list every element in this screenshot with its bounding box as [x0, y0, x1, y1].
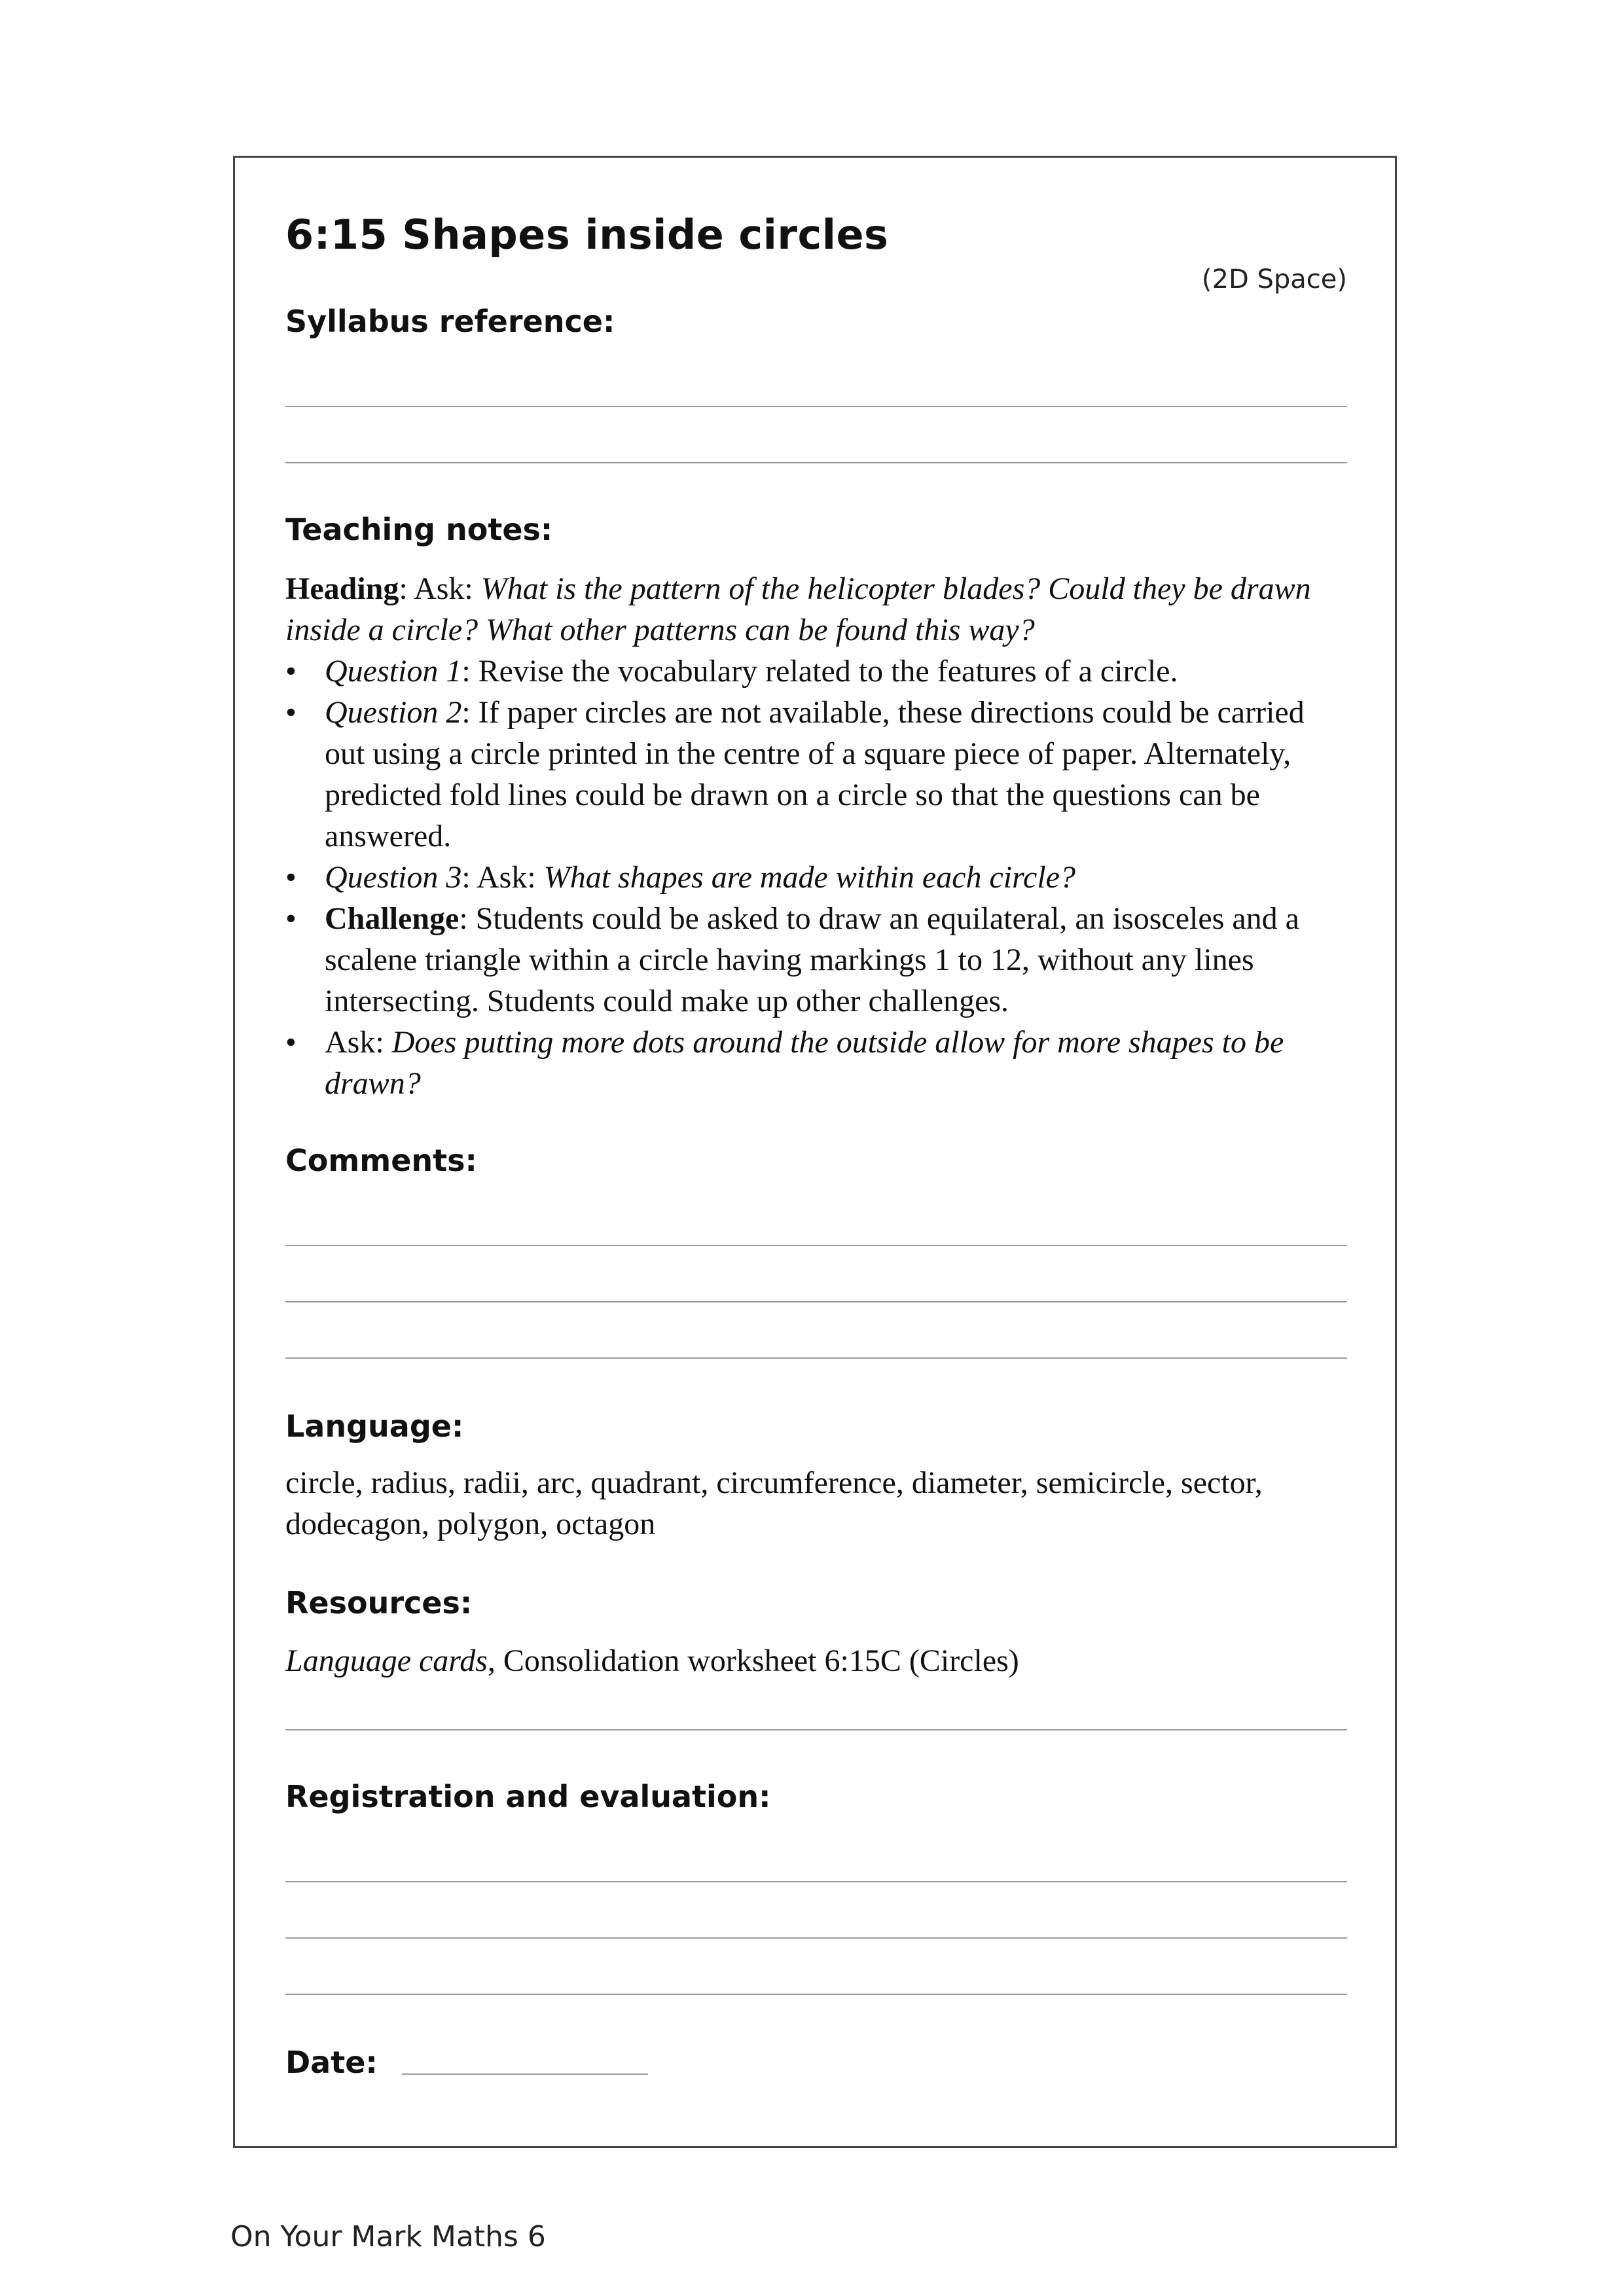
- bullet-icon: •: [285, 901, 297, 936]
- list-item: • Question 1: Revise the vocabulary related to the features of a circle.: [285, 651, 1347, 692]
- resources-heading: Resources:: [285, 1585, 473, 1621]
- comments-line-1: [285, 1245, 1347, 1246]
- syllabus-heading: Syllabus reference:: [285, 304, 615, 339]
- resources-line: [285, 1729, 1347, 1731]
- teaching-notes-body: [285, 568, 1347, 1104]
- language-heading: Language:: [285, 1408, 464, 1444]
- syllabus-line-1: [285, 406, 1347, 407]
- registration-line-3: [285, 1994, 1347, 1995]
- topic-label: (2D Space): [1201, 264, 1347, 295]
- teaching-notes-list: [285, 651, 1347, 1104]
- bullet-icon: •: [285, 1025, 297, 1060]
- list-item: • Ask: Does putting more dots around the outside allow for more shapes to be drawn?: [285, 1022, 1347, 1104]
- comments-heading: Comments:: [285, 1143, 477, 1178]
- comments-line-3: [285, 1357, 1347, 1359]
- bullet-icon: •: [285, 860, 297, 895]
- list-item: • Challenge: Students could be asked to draw an equilateral, an isosceles and a scalene triangle within a circle having markings 1 to 12, without any lines intersecting. Students could make up other challenges.: [285, 898, 1347, 1022]
- language-text: circle, radius, radii, arc, quadrant, circumference, diameter, semicircle, sector, dodecagon, polygon, octagon: [285, 1465, 1263, 1541]
- bullet-icon: •: [285, 654, 297, 689]
- registration-heading: Registration and evaluation:: [285, 1779, 771, 1814]
- syllabus-line-2: [285, 462, 1347, 463]
- list-item: • Question 2: If paper circles are not available, these directions could be carried out using a circle printed in the centre of a square piece of paper. Alternately, predicted fold lines could be drawn on a circle so that the questions can be answered.: [285, 692, 1347, 857]
- date-line: [402, 2073, 648, 2075]
- date-label: Date:: [285, 2045, 378, 2080]
- bullet-icon: •: [285, 695, 297, 730]
- list-item: • Question 3: Ask: What shapes are made within each circle?: [285, 857, 1347, 898]
- resources-text: Language cards, Consolidation worksheet 6:15C (Circles): [285, 1643, 1019, 1678]
- teaching-notes-heading: Teaching notes:: [285, 512, 553, 547]
- page-title: 6:15 Shapes inside circles: [285, 211, 889, 259]
- registration-line-1: [285, 1881, 1347, 1882]
- footer-text: On Your Mark Maths 6: [230, 2220, 546, 2253]
- registration-line-2: [285, 1937, 1347, 1939]
- heading-note: Heading: Ask: What is the pattern of the helicopter blades? Could they be drawn inside a circle? What other patterns can be found this way?: [285, 571, 1311, 647]
- comments-line-2: [285, 1301, 1347, 1302]
